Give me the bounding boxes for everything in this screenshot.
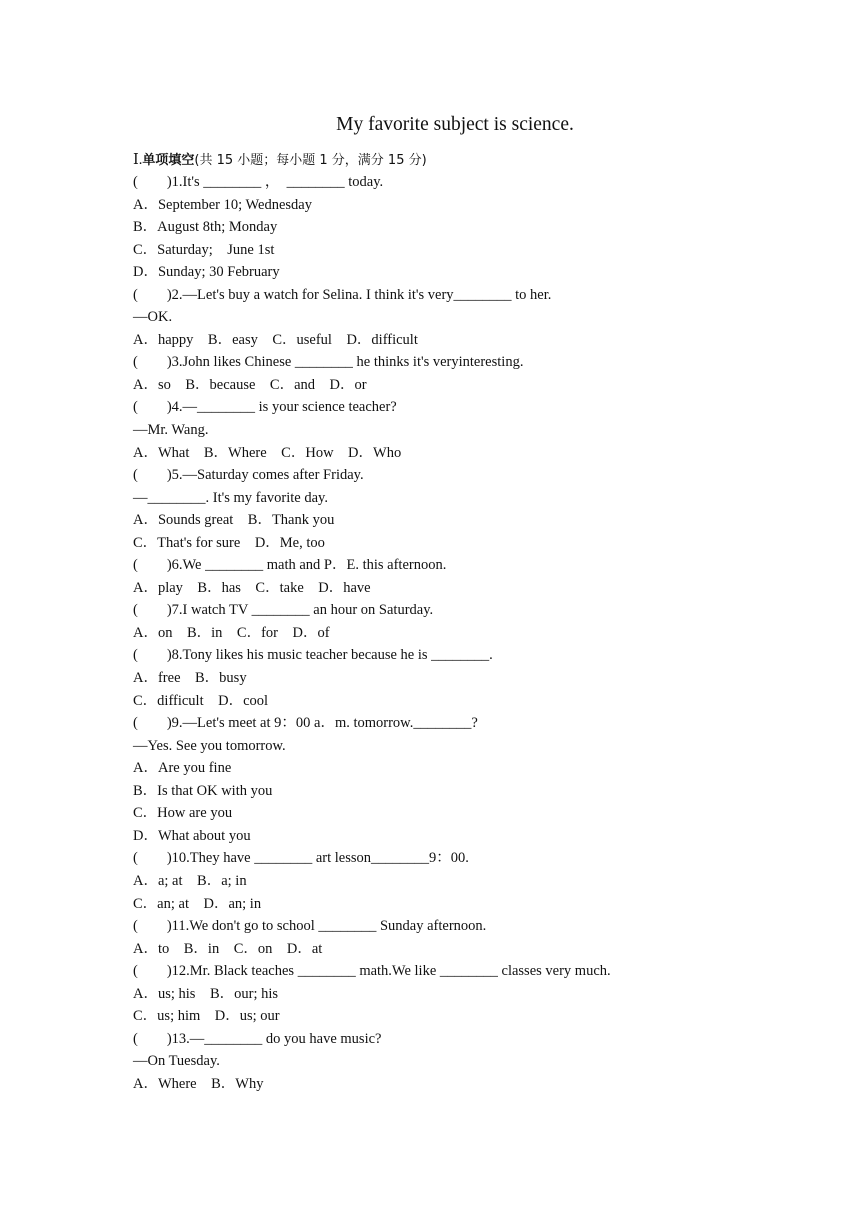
answer-options: A．happy B．easy C．useful D．difficult bbox=[133, 331, 418, 348]
question-stem: ( )2.—Let's buy a watch for Selina. I think it's very________ to her. bbox=[133, 286, 552, 303]
answer-options: C．That's for sure D．Me, too bbox=[133, 534, 325, 551]
section-heading bbox=[133, 149, 427, 169]
answer-options: A．so B．because C．and D．or bbox=[133, 376, 367, 393]
answer-options: A．to B．in C．on D．at bbox=[133, 940, 323, 957]
section-numeral: Ⅰ. bbox=[133, 152, 143, 168]
dialogue-line: —On Tuesday. bbox=[133, 1053, 220, 1070]
question-list bbox=[133, 171, 611, 1095]
answer-options: A．us; his B．our; his bbox=[133, 985, 279, 1002]
answer-options: C．How are you bbox=[133, 805, 233, 822]
question-stem: ( )5.—Saturday comes after Friday. bbox=[133, 467, 364, 484]
answer-options: A．Sounds great B．Thank you bbox=[133, 512, 335, 529]
dialogue-line: —OK. bbox=[133, 309, 173, 326]
answer-options: A．Where B．Why bbox=[133, 1075, 264, 1092]
section-note: (共 15 小题；每小题 1 分，满分 15 分) bbox=[194, 153, 427, 168]
answer-options: C．an; at D．an; in bbox=[133, 895, 262, 912]
question-stem: ( )13.—________ do you have music? bbox=[133, 1030, 382, 1047]
question-stem: ( )3.John likes Chinese ________ he thinks it's veryinteresting. bbox=[133, 354, 524, 371]
answer-options: D．What about you bbox=[133, 827, 251, 844]
question-stem: ( )8.Tony likes his music teacher because he is ________. bbox=[133, 647, 493, 664]
answer-options: B．Is that OK with you bbox=[133, 782, 273, 799]
section-heading-label: 单项填空 bbox=[142, 153, 195, 168]
answer-options: C．difficult D．cool bbox=[133, 692, 269, 709]
question-stem: ( )11.We don't go to school ________ Sunday afternoon. bbox=[133, 918, 487, 935]
answer-options: D．Sunday; 30 February bbox=[133, 264, 280, 281]
question-stem: ( )6.We ________ math and P．E. this afternoon. bbox=[133, 557, 447, 574]
dialogue-line: —________. It's my favorite day. bbox=[133, 489, 328, 506]
answer-options: A．Are you fine bbox=[133, 760, 232, 777]
question-stem: ( )12.Mr. Black teaches ________ math.We like ________ classes very much. bbox=[133, 963, 611, 980]
answer-options: C．Saturday; June 1st bbox=[133, 241, 275, 258]
answer-options: A．free B．busy bbox=[133, 670, 247, 687]
answer-options: A．on B．in C．for D．of bbox=[133, 624, 330, 641]
answer-options: A．a; at B．a; in bbox=[133, 872, 247, 889]
answer-options: B．August 8th; Monday bbox=[133, 219, 278, 236]
question-stem: ( )7.I watch TV ________ an hour on Saturday. bbox=[133, 602, 434, 619]
question-stem: ( )9.—Let's meet at 9：00 a．m. tomorrow.________? bbox=[133, 715, 478, 732]
answer-options: A．September 10; Wednesday bbox=[133, 196, 312, 213]
dialogue-line: —Yes. See you tomorrow. bbox=[133, 737, 286, 754]
answer-options: A．play B．has C．take D．have bbox=[133, 579, 371, 596]
question-stem: ( )1.It's ________ ， ________ today. bbox=[133, 174, 384, 190]
question-stem: ( )10.They have ________ art lesson________9：00. bbox=[133, 850, 469, 867]
answer-options: C．us; him D．us; our bbox=[133, 1008, 280, 1025]
question-stem: ( )4.—________ is your science teacher? bbox=[133, 399, 397, 416]
page-title: My favorite subject is science. bbox=[336, 114, 574, 135]
dialogue-line: —Mr. Wang. bbox=[133, 422, 209, 439]
answer-options: A．What B．Where C．How D．Who bbox=[133, 444, 402, 461]
